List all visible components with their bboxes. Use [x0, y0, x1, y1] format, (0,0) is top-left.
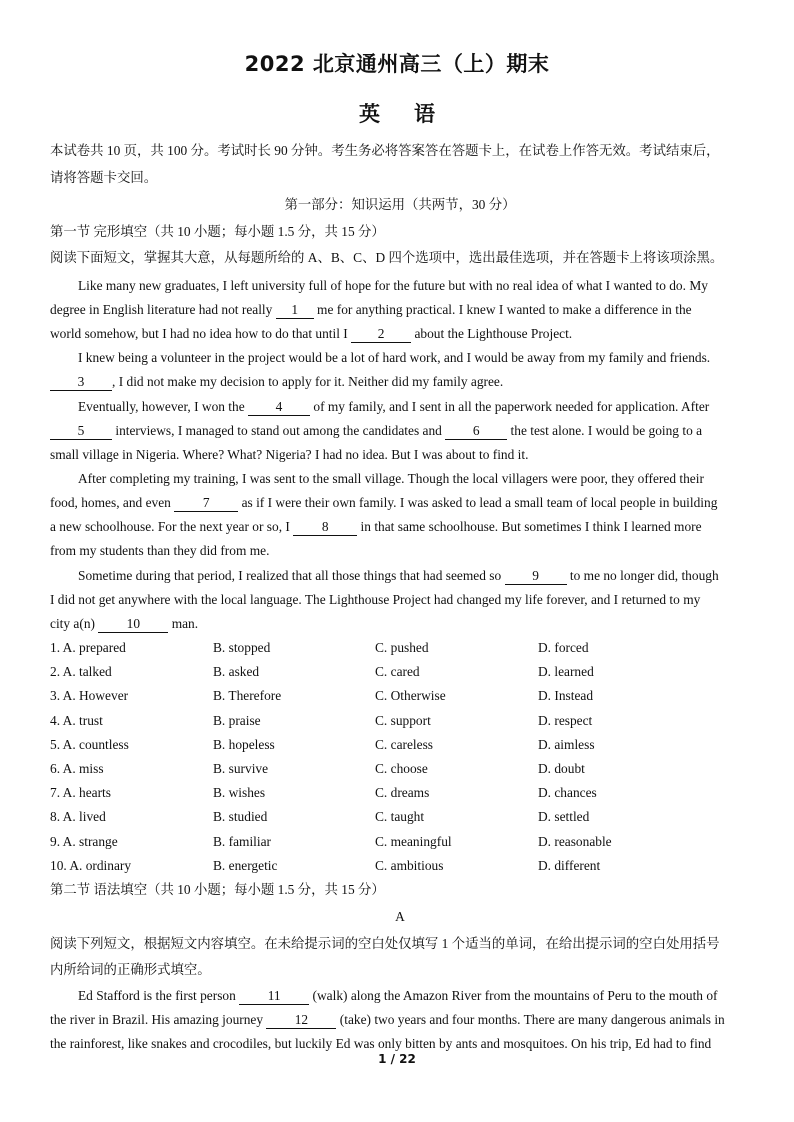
option-a: 3. A. However: [50, 688, 129, 704]
option-d: D. aimless: [538, 736, 595, 752]
passage-line: [50, 515, 750, 539]
passage-line: [50, 564, 778, 588]
blank-1: 1: [276, 302, 314, 319]
blank-12: 12: [266, 1012, 336, 1029]
blank-6: 6: [445, 423, 507, 440]
subject-title: 英语: [359, 102, 469, 126]
passage-text: degree in English literature had not really: [50, 302, 276, 317]
passage-text: about the Lighthouse Project.: [411, 326, 573, 341]
passage-line: [50, 370, 750, 394]
passage-text: world somehow, but I had no idea how to do that until I: [50, 326, 352, 341]
option-a: 2. A. talked: [50, 664, 112, 680]
intro-line-2: 请将答题卡交回。: [50, 170, 158, 185]
option-d: D. reasonable: [538, 833, 612, 849]
option-b: B. asked: [213, 664, 260, 680]
option-c: C. cared: [375, 664, 420, 680]
blank-3: 3: [50, 374, 112, 391]
page-title: 2022 北京通州高三（上）期末: [244, 52, 550, 76]
option-a: 5. A. countless: [50, 736, 129, 752]
option-b: B. survive: [213, 761, 269, 776]
blank-2: 2: [351, 326, 411, 343]
part1-heading: 第一部分：知识运用（共两节，30 分）: [284, 197, 516, 212]
option-b: B. hopeless: [213, 736, 275, 752]
passage-line: I knew being a volunteer in the project would be a lot of hard work, and I would be away from my family and friends.: [78, 350, 711, 365]
option-a: 7. A. hearts: [50, 785, 111, 801]
option-c: C. choose: [375, 761, 428, 776]
option-d: D. settled: [538, 809, 590, 825]
option-d: D. different: [538, 857, 601, 873]
passage-line: Like many new graduates, I left university full of hope for the future but with no real idea of what I wanted to do. My: [78, 278, 708, 293]
passage-text: man.: [168, 616, 199, 631]
blank-11: 11: [239, 988, 309, 1005]
option-d: D. learned: [538, 664, 594, 680]
option-a: 10. A. ordinary: [50, 857, 132, 873]
section2-label: A: [395, 909, 405, 924]
option-a: 1. A. prepared: [50, 640, 126, 655]
option-a: 4. A. trust: [50, 712, 103, 728]
option-a: 6. A. miss: [50, 761, 104, 776]
intro-line-1: 本试卷共 10 页，共 100 分。考试时长 90 分钟。考生务必将答案答在答题卡上，在试卷上作答无效。考试结束后，: [50, 143, 720, 158]
passage-text: as if I were their own family. I was asked to lead a small team of local people in building: [238, 495, 718, 510]
section2-instruction-2: 内所给词的正确形式填空。: [50, 962, 211, 977]
section1-heading: 第一节 完形填空（共 10 小题；每小题 1.5 分，共 15 分）: [50, 224, 385, 239]
passage-line: from my students than they did from me.: [50, 543, 270, 558]
passage-text: (walk) along the Amazon River from the mountains of Peru to the mouth of: [309, 988, 718, 1003]
passage-text: , I did not make my decision to apply for it. Neither did my family agree.: [112, 374, 504, 389]
passage-line: [50, 419, 750, 443]
passage-line: [50, 1008, 750, 1032]
blank-4: 4: [248, 399, 310, 416]
blank-8: 8: [293, 519, 357, 536]
passage-text: the test alone. I would be going to a: [507, 423, 703, 438]
passage-line: [50, 395, 778, 419]
option-b: B. familiar: [213, 833, 272, 849]
option-c: C. dreams: [375, 785, 430, 801]
passage-line: [50, 491, 750, 515]
option-c: C. support: [375, 712, 431, 728]
option-c: C. ambitious: [375, 857, 444, 873]
option-a: 9. A. strange: [50, 833, 118, 849]
passage-text: Eventually, however, I won the: [78, 399, 249, 414]
blank-7: 7: [174, 495, 238, 512]
option-d: D. Instead: [538, 688, 594, 704]
section2-instruction-1: 阅读下列短文，根据短文内容填空。在未给提示词的空白处仅填写 1 个适当的单词，在给出提示词的空白处用括号: [50, 936, 720, 951]
option-c: C. meaningful: [375, 833, 452, 849]
passage-line: I did not get anywhere with the local language. The Lighthouse Project had changed my life forever, and I returned to my: [50, 592, 701, 607]
passage-line: the rainforest, like snakes and crocodiles, but luckily Ed was only bitten by ants and mosquitoes. On his trip, Ed had to find: [50, 1036, 712, 1051]
option-d: D. respect: [538, 712, 593, 728]
option-c: C. careless: [375, 736, 434, 752]
option-b: B. stopped: [213, 640, 271, 655]
option-a: 8. A. lived: [50, 809, 106, 825]
option-b: B. praise: [213, 712, 261, 728]
option-d: D. forced: [538, 640, 589, 655]
passage-text: the river in Brazil. His amazing journey: [50, 1012, 267, 1027]
section2-heading: 第二节 语法填空（共 10 小题；每小题 1.5 分，共 15 分）: [50, 882, 385, 897]
option-b: B. energetic: [213, 857, 278, 873]
passage-text: to me no longer did, though: [566, 568, 719, 583]
blank-9: 9: [505, 568, 567, 585]
passage-text: (take) two years and four months. There are many dangerous animals in: [336, 1012, 725, 1027]
option-c: C. Otherwise: [375, 688, 446, 704]
passage-line: [50, 612, 750, 636]
passage-text: city a(n): [50, 616, 99, 631]
option-d: D. chances: [538, 785, 597, 801]
option-d: D. doubt: [538, 761, 585, 776]
passage-text: me for anything practical. I knew I wanted to make a difference in the: [313, 302, 692, 317]
passage-text: food, homes, and even: [50, 495, 175, 510]
passage-text: interviews, I managed to stand out among the candidates and: [112, 423, 446, 438]
option-b: B. studied: [213, 809, 268, 825]
option-b: B. wishes: [213, 785, 266, 801]
page-number: 1 / 22: [378, 1052, 416, 1066]
passage-text: a new schoolhouse. For the next year or so, I: [50, 519, 294, 534]
passage-line: [50, 984, 778, 1008]
passage-line: After completing my training, I was sent to the small village. Though the local villagers were poor, they offered their: [78, 471, 704, 486]
option-c: C. pushed: [375, 640, 429, 655]
passage-text: Ed Stafford is the first person: [78, 988, 240, 1003]
passage-text: Sometime during that period, I realized that all those things that had seemed so: [78, 568, 505, 583]
passage-line: [50, 322, 750, 346]
passage-line: small village in Nigeria. Where? What? Nigeria? I had no idea. But I was about to find it.: [50, 447, 529, 462]
blank-5: 5: [50, 423, 112, 440]
section1-instruction: 阅读下面短文，掌握其大意，从每题所给的 A、B、C、D 四个选项中，选出最佳选项，并在答题卡上将该项涂黑。: [50, 250, 724, 265]
option-c: C. taught: [375, 809, 425, 825]
passage-text: in that same schoolhouse. But sometimes I think I learned more: [357, 519, 702, 534]
blank-10: 10: [98, 616, 168, 633]
passage-line: [50, 298, 750, 322]
option-b: B. Therefore: [213, 688, 282, 704]
passage-text: of my family, and I sent in all the paperwork needed for application. After: [310, 399, 710, 414]
